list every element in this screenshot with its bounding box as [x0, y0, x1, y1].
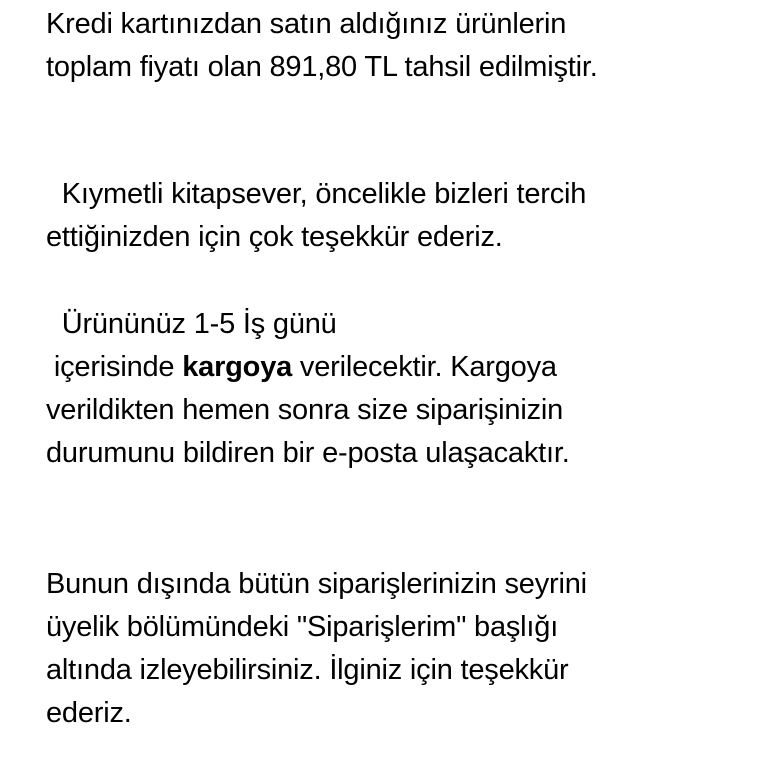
shipping-info-paragraph [46, 303, 570, 475]
paragraph-line: Kıymetli kitapsever, öncelikle bizleri tercih [46, 178, 587, 210]
paragraph-line: ederiz. [46, 697, 132, 729]
paragraph-line [46, 346, 570, 389]
paragraph-line: Kredi kartınızdan satın aldığınız ürünlerin [46, 8, 567, 40]
paragraph-line: durumunu bildiren bir e-posta ulaşacaktır. [46, 437, 570, 469]
thank-you-paragraph [46, 173, 586, 259]
payment-charged-paragraph [46, 3, 598, 89]
text-segment: verilecektir. Kargoya [292, 351, 557, 383]
bold-text-kargoya: kargoya [182, 351, 293, 383]
paragraph-line: Bunun dışında bütün siparişlerinizin seyrini [46, 568, 587, 600]
order-tracking-paragraph [46, 563, 587, 735]
paragraph-line: Ürününüz 1-5 İş günü [46, 308, 337, 340]
text-segment: içerisinde [46, 351, 183, 383]
paragraph-line: ettiğinizden için çok teşekkür ederiz. [46, 221, 503, 253]
paragraph-line: altında izleyebilirsiniz. İlginiz için teşekkür [46, 654, 569, 686]
paragraph-line: üyelik bölümündeki "Siparişlerim" başlığı [46, 611, 559, 643]
paragraph-line: verildikten hemen sonra size siparişinizin [46, 394, 564, 426]
paragraph-line: toplam fiyatı olan 891,80 TL tahsil edilmiştir. [46, 51, 598, 83]
